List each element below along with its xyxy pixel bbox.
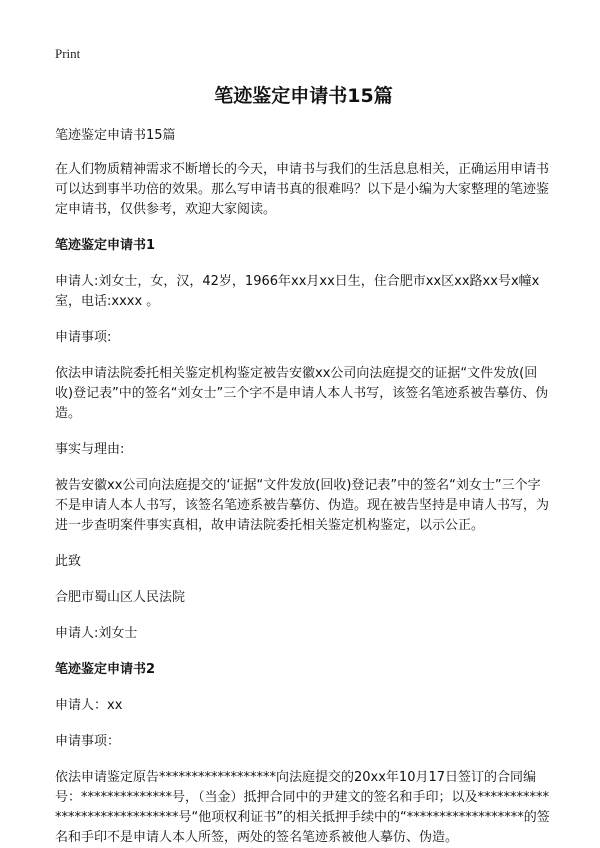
section1-heading: 笔迹鉴定申请书1 [55, 238, 156, 253]
section1-facts: 被告安徽xx公司向法庭提交的‘证据“文件发放(回收)登记表”中的签名“刘女士”三个字不是申请人本人书写，该签名笔迹系被告摹仿、伪造。现在被告坚持是申请人书写，为进一步查明案件事实真相，故申请法院委托相关鉴定机构鉴定，以示公正。 [55, 478, 550, 533]
section2-matters-label: 申请事项： [55, 734, 121, 749]
intro-paragraph: 在人们物质精神需求不断增长的今天，申请书与我们的生活息息相关，正确运用申请书可以达到事半功倍的效果。那么写申请书真的很难吗？以下是小编为大家整理的笔迹鉴定申请书，仅供参考，欢迎大家阅读。 [55, 162, 550, 217]
section1-matters: 依法申请法院委托相关鉴定机构鉴定被告安徽xx公司向法庭提交的证据“文件发放(回收)登记表”中的签名“刘女士”三个字不是申请人本人书写，该签名笔迹系被告摹仿、伪造。 [55, 366, 549, 421]
document-subtitle: 笔迹鉴定申请书15篇 [55, 128, 176, 143]
section1-facts-label: 事实与理由: [55, 442, 125, 457]
section1-to: 此致 [55, 554, 82, 569]
section2-heading: 笔迹鉴定申请书2 [55, 662, 156, 677]
document-title: 笔迹鉴定申请书15篇 [214, 85, 393, 107]
section1-applicant: 申请人:刘女士，女，汉，42岁，1966年xx月xx日生，住合肥市xx区xx路xx号x幢x室，电话:xxxx 。 [55, 274, 540, 309]
section1-court: 合肥市蜀山区人民法院 [55, 590, 186, 605]
section2-applicant: 申请人：xx [55, 698, 123, 713]
section1-matters-label: 申请事项: [55, 330, 112, 345]
section1-signature: 申请人:刘女士 [55, 626, 138, 641]
print-label[interactable]: Print [55, 46, 81, 61]
section2-matters: 依法申请鉴定原告******************向法庭提交的20xx年10月17日签订的合同编号：**************号，（当金）抵押合同中的尹建文的签名和手印；以及******************************号“他项权利证书”的相关抵押手续中的“******************的签名和手印不是申请人本人所签，两处的签名笔迹系被他人摹仿、伪造。 [55, 770, 550, 845]
